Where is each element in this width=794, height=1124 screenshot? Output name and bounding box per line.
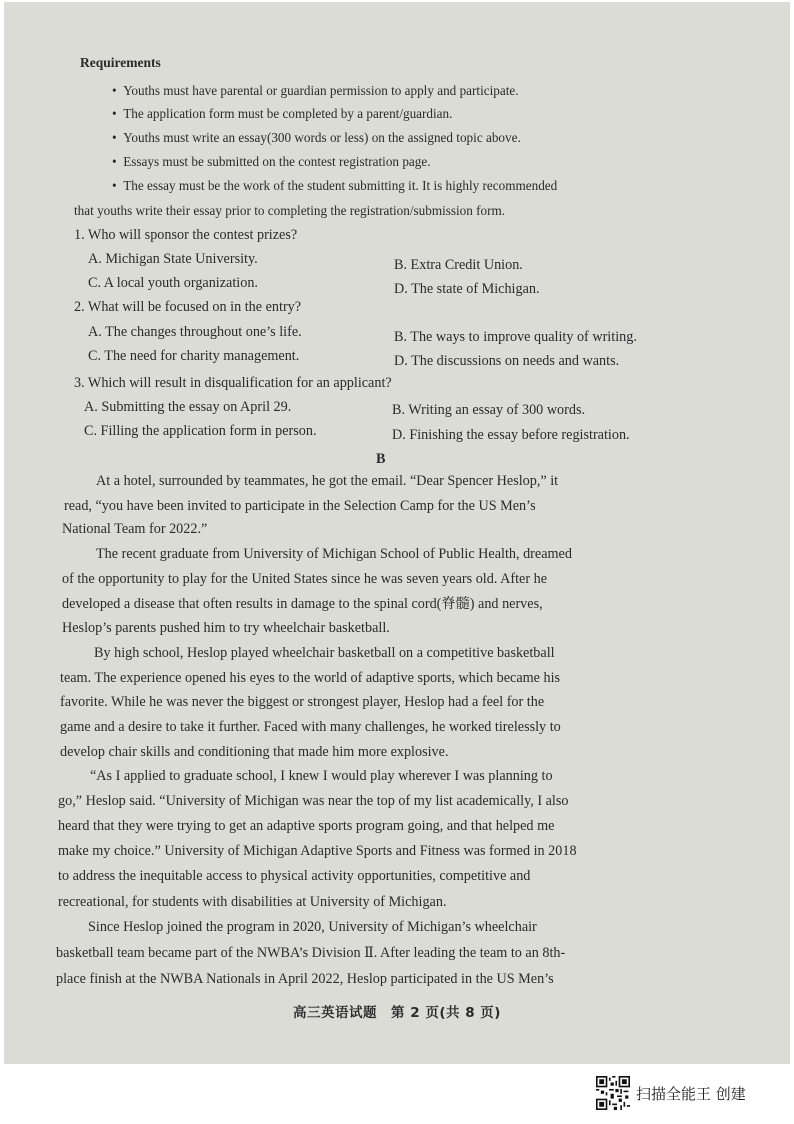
question-stem-1: 1. Who will sponsor the contest prizes?: [74, 227, 298, 243]
passage-line: game and a desire to take it further. Faced with many challenges, he worked tirelessly to: [60, 719, 561, 735]
scanned-page: [4, 2, 790, 1064]
passage-line: to address the inequitable access to physical activity opportunities, competitive and: [58, 868, 531, 884]
option-2c: C. The need for charity management.: [88, 348, 300, 364]
section-label-b: B: [376, 451, 386, 467]
passage-line: By high school, Heslop played wheelchair basketball on a competitive basketball: [94, 645, 555, 661]
passage-line: favorite. While he was never the biggest or strongest player, Heslop had a feel for the: [60, 694, 545, 710]
qr-code-icon: [596, 1076, 630, 1110]
passage-line: place finish at the NWBA Nationals in April 2022, Heslop participated in the US Men’s: [56, 971, 554, 987]
passage-line: team. The experience opened his eyes to the world of adaptive sports, which became his: [60, 670, 561, 686]
passage-line: make my choice.” University of Michigan Adaptive Sports and Fitness was formed in 2018: [58, 843, 577, 859]
requirement-continuation: that youths write their essay prior to completing the registration/submission form.: [74, 203, 506, 218]
requirement-bullet: • Youths must write an essay(300 words or less) on the assigned topic above.: [112, 130, 521, 145]
passage-line: recreational, for students with disabilities at University of Michigan.: [58, 894, 447, 910]
passage-line: “As I applied to graduate school, I knew I would play wherever I was planning to: [90, 768, 553, 784]
requirements-heading: Requirements: [80, 55, 161, 70]
page-footer: 高三英语试题 第 2 页(共 8 页): [293, 1005, 501, 1021]
passage-line: developed a disease that often results in damage to the spinal cord(脊髓) and nerves,: [62, 596, 543, 612]
option-3d: D. Finishing the essay before registration.: [392, 427, 630, 443]
passage-line: develop chair skills and conditioning that made him more explosive.: [60, 744, 449, 760]
option-3a: A. Submitting the essay on April 29.: [84, 399, 292, 415]
option-3c: C. Filling the application form in person.: [84, 423, 317, 439]
option-1a: A. Michigan State University.: [88, 251, 258, 267]
question-stem-3: 3. Which will result in disqualification for an applicant?: [74, 375, 392, 391]
passage-line: read, “you have been invited to participate in the Selection Camp for the US Men’s: [64, 498, 536, 514]
passage-line: of the opportunity to play for the United States since he was seven years old. After he: [62, 571, 548, 587]
passage-line: Heslop’s parents pushed him to try wheelchair basketball.: [62, 620, 390, 636]
passage-line: heard that they were trying to get an adaptive sports program going, and that helped me: [58, 818, 555, 834]
scanner-credit: 扫描全能王 创建: [636, 1084, 746, 1103]
requirement-bullet: • The essay must be the work of the student submitting it. It is highly recommended: [112, 178, 558, 193]
option-2a: A. The changes throughout one’s life.: [88, 324, 302, 340]
option-1b: B. Extra Credit Union.: [394, 257, 523, 273]
option-2d: D. The discussions on needs and wants.: [394, 353, 620, 369]
option-3b: B. Writing an essay of 300 words.: [392, 402, 586, 418]
scanner-watermark: [596, 1076, 746, 1110]
passage-line: go,” Heslop said. “University of Michigan was near the top of my list academically, I also: [58, 793, 569, 809]
passage-line: basketball team became part of the NWBA’s Division Ⅱ. After leading the team to an 8th-: [56, 945, 566, 961]
option-1d: D. The state of Michigan.: [394, 281, 540, 297]
option-1c: C. A local youth organization.: [88, 275, 258, 291]
requirement-bullet: • The application form must be completed by a parent/guardian.: [112, 106, 453, 121]
passage-line: Since Heslop joined the program in 2020, University of Michigan’s wheelchair: [88, 919, 537, 935]
passage-line: At a hotel, surrounded by teammates, he got the email. “Dear Spencer Heslop,” it: [96, 473, 559, 489]
passage-line: The recent graduate from University of Michigan School of Public Health, dreamed: [96, 546, 572, 562]
requirement-bullet: • Essays must be submitted on the contest registration page.: [112, 154, 431, 169]
passage-line: National Team for 2022.”: [62, 521, 208, 537]
question-stem-2: 2. What will be focused on in the entry?: [74, 299, 302, 315]
option-2b: B. The ways to improve quality of writing.: [394, 329, 637, 345]
requirement-bullet: • Youths must have parental or guardian permission to apply and participate.: [112, 83, 519, 98]
